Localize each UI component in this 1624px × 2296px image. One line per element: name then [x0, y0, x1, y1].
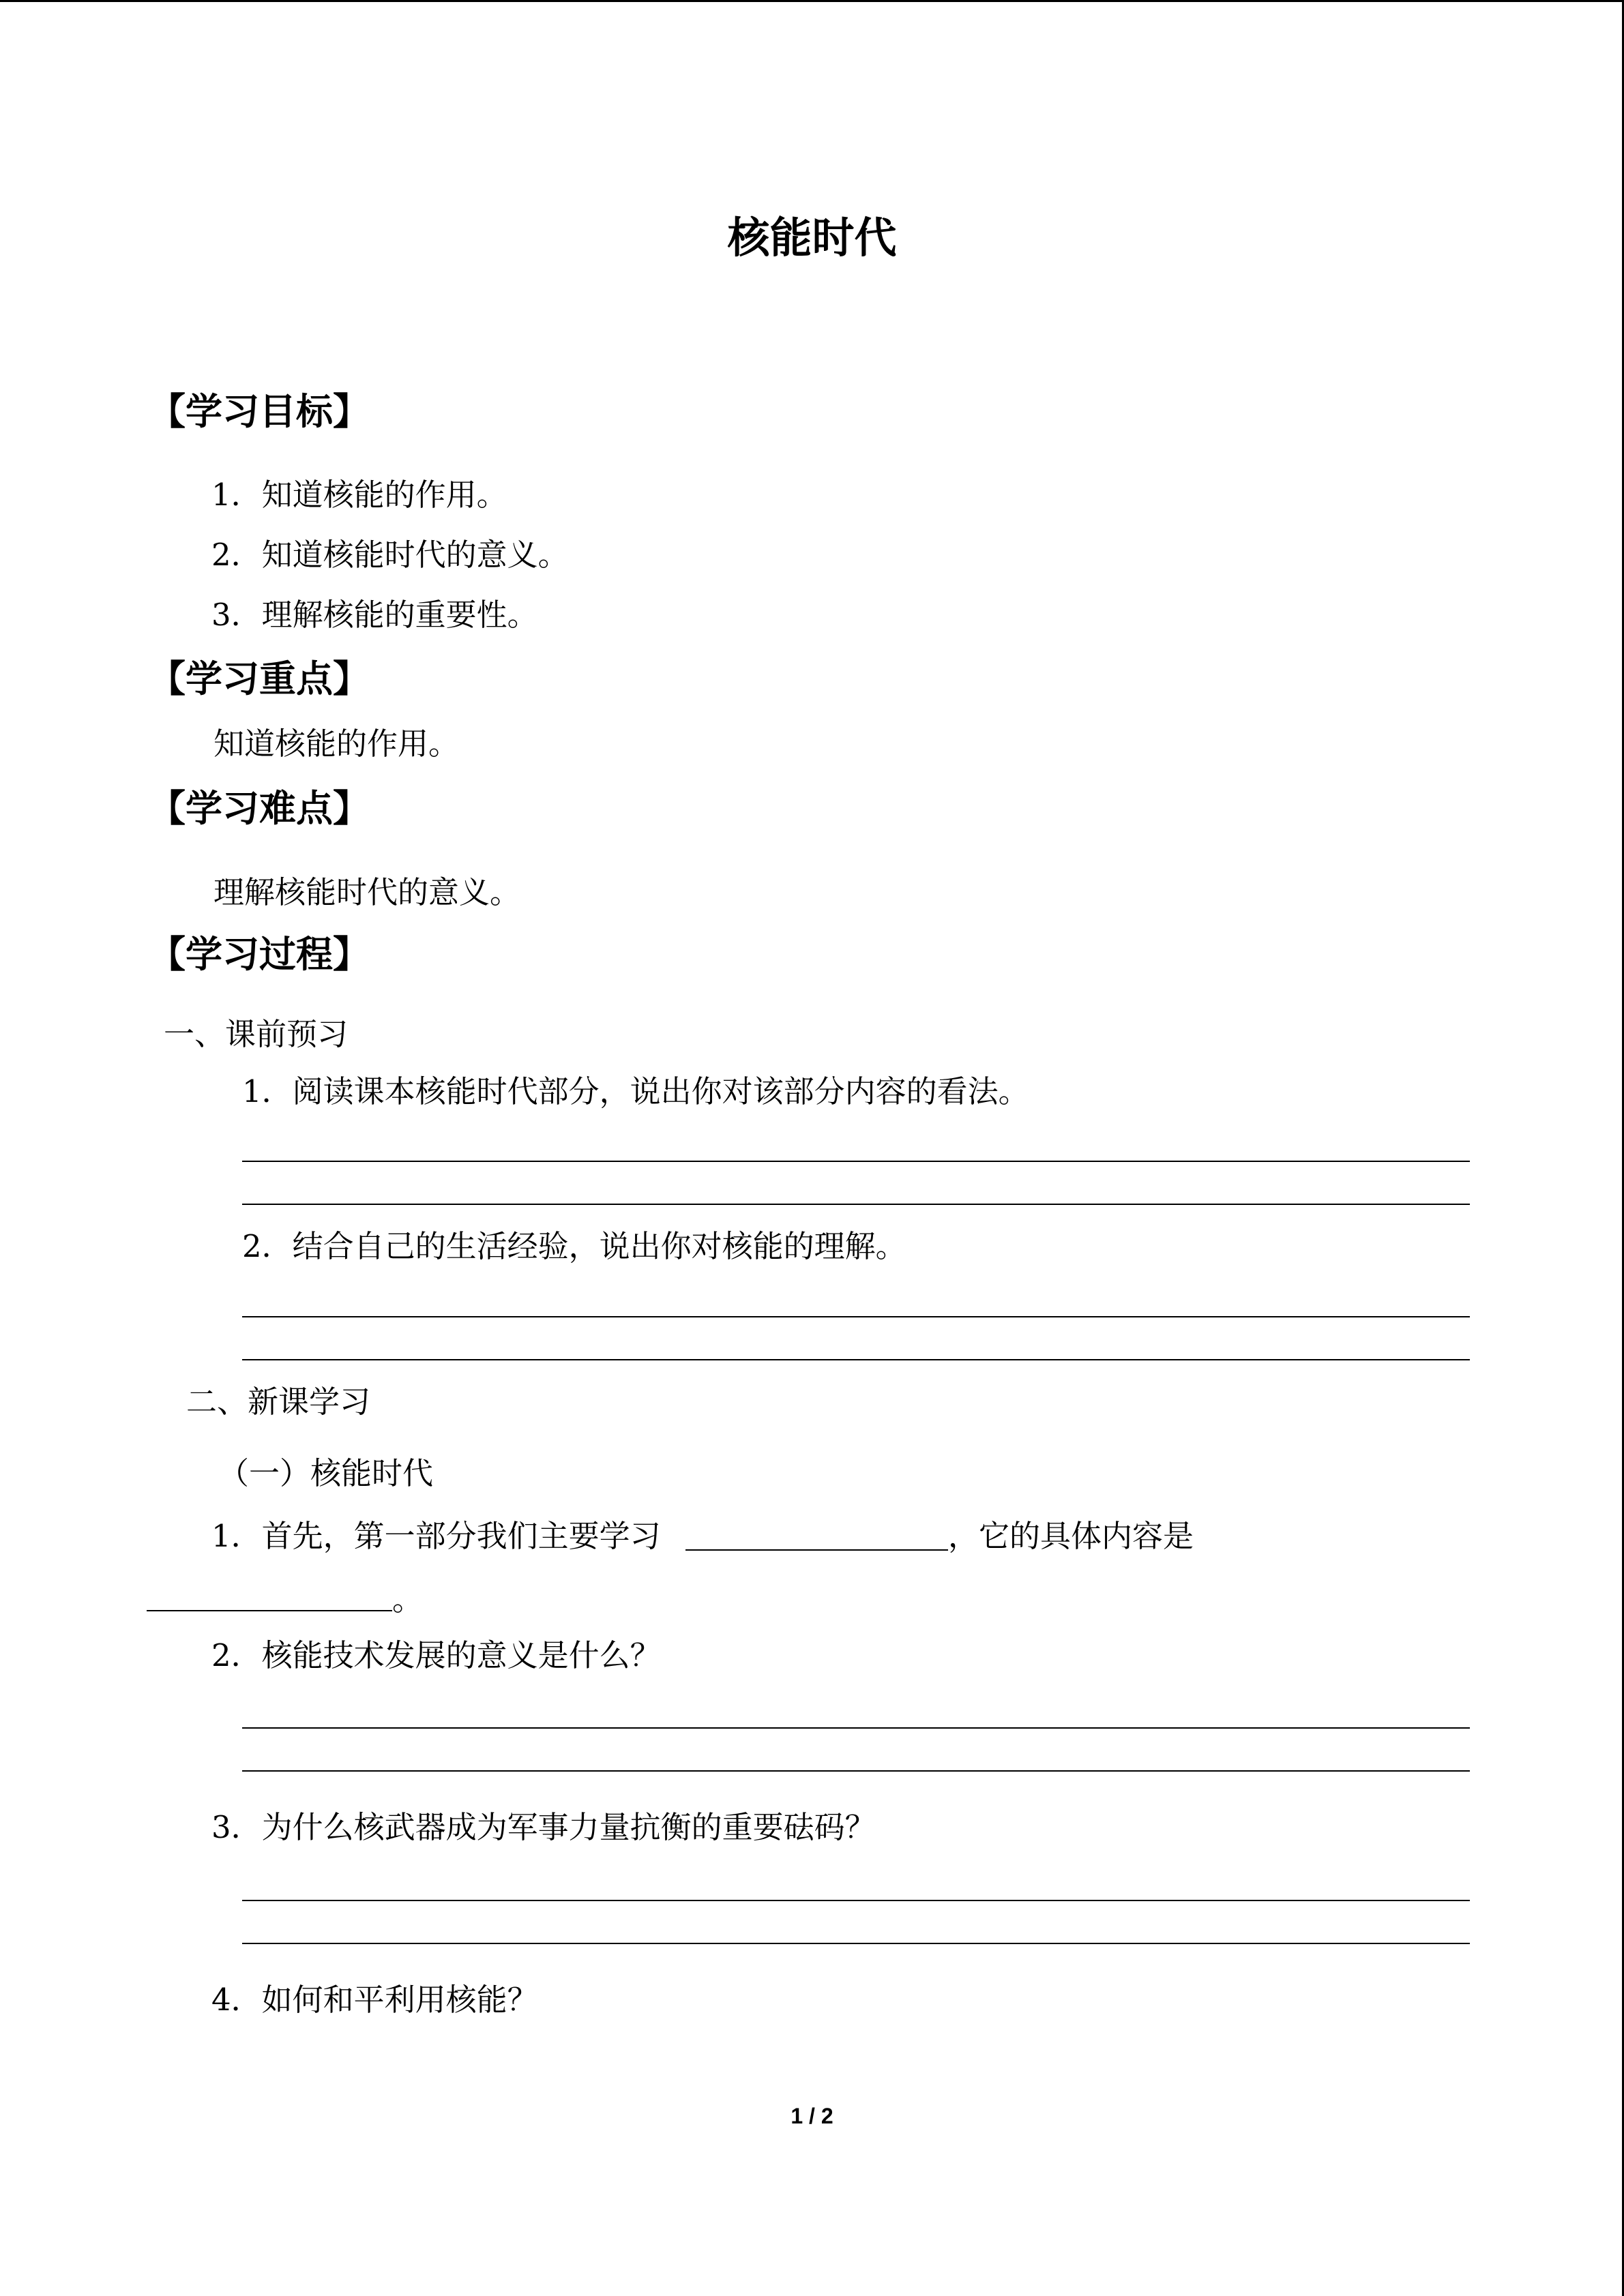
preview-question-1: 1．阅读课本核能时代部分，说出你对该部分内容的看法。 [242, 1073, 1029, 1109]
preview-heading: 一、课前预习 [164, 1016, 349, 1052]
key-points-text: 知道核能的作用。 [213, 726, 460, 762]
key-points-heading: 【学习重点】 [149, 657, 370, 700]
answer-line [242, 1900, 1470, 1901]
page-border-top [0, 0, 1624, 2]
answer-line [242, 1943, 1470, 1944]
process-heading: 【学习过程】 [149, 932, 370, 976]
lesson-question-1-end: 。 [392, 1581, 424, 1617]
document-title: 核能时代 [727, 213, 897, 263]
lesson-question-1-part2: ，它的具体内容是 [948, 1518, 1194, 1554]
answer-line [242, 1316, 1470, 1317]
answer-line [242, 1204, 1470, 1205]
objective-item-2: 2．知道核能时代的意义。 [211, 537, 569, 573]
answer-line [242, 1770, 1470, 1772]
new-lesson-subheading: （一）核能时代 [218, 1455, 434, 1491]
difficulties-heading: 【学习难点】 [149, 786, 370, 830]
preview-question-2: 2．结合自己的生活经验，说出你对核能的理解。 [242, 1228, 906, 1264]
objective-item-3: 3．理解核能的重要性。 [211, 597, 538, 633]
answer-line [242, 1161, 1470, 1162]
difficulties-text: 理解核能时代的意义。 [213, 874, 521, 910]
answer-line [242, 1359, 1470, 1360]
new-lesson-heading: 二、新课学习 [186, 1384, 371, 1420]
lesson-question-4: 4．如何和平利用核能？ [211, 1982, 538, 2018]
objectives-heading: 【学习目标】 [149, 389, 370, 433]
objective-item-1: 1．知道核能的作用。 [211, 477, 507, 513]
lesson-question-1-part1: 1．首先，第一部分我们主要学习 [211, 1518, 661, 1554]
answer-line [242, 1727, 1470, 1729]
lesson-question-3: 3．为什么核武器成为军事力量抗衡的重要砝码？ [211, 1809, 876, 1845]
fill-blank [147, 1610, 392, 1611]
fill-blank [685, 1549, 948, 1551]
page-number: 1 / 2 [791, 2104, 833, 2128]
lesson-question-2: 2．核能技术发展的意义是什么？ [211, 1637, 661, 1673]
